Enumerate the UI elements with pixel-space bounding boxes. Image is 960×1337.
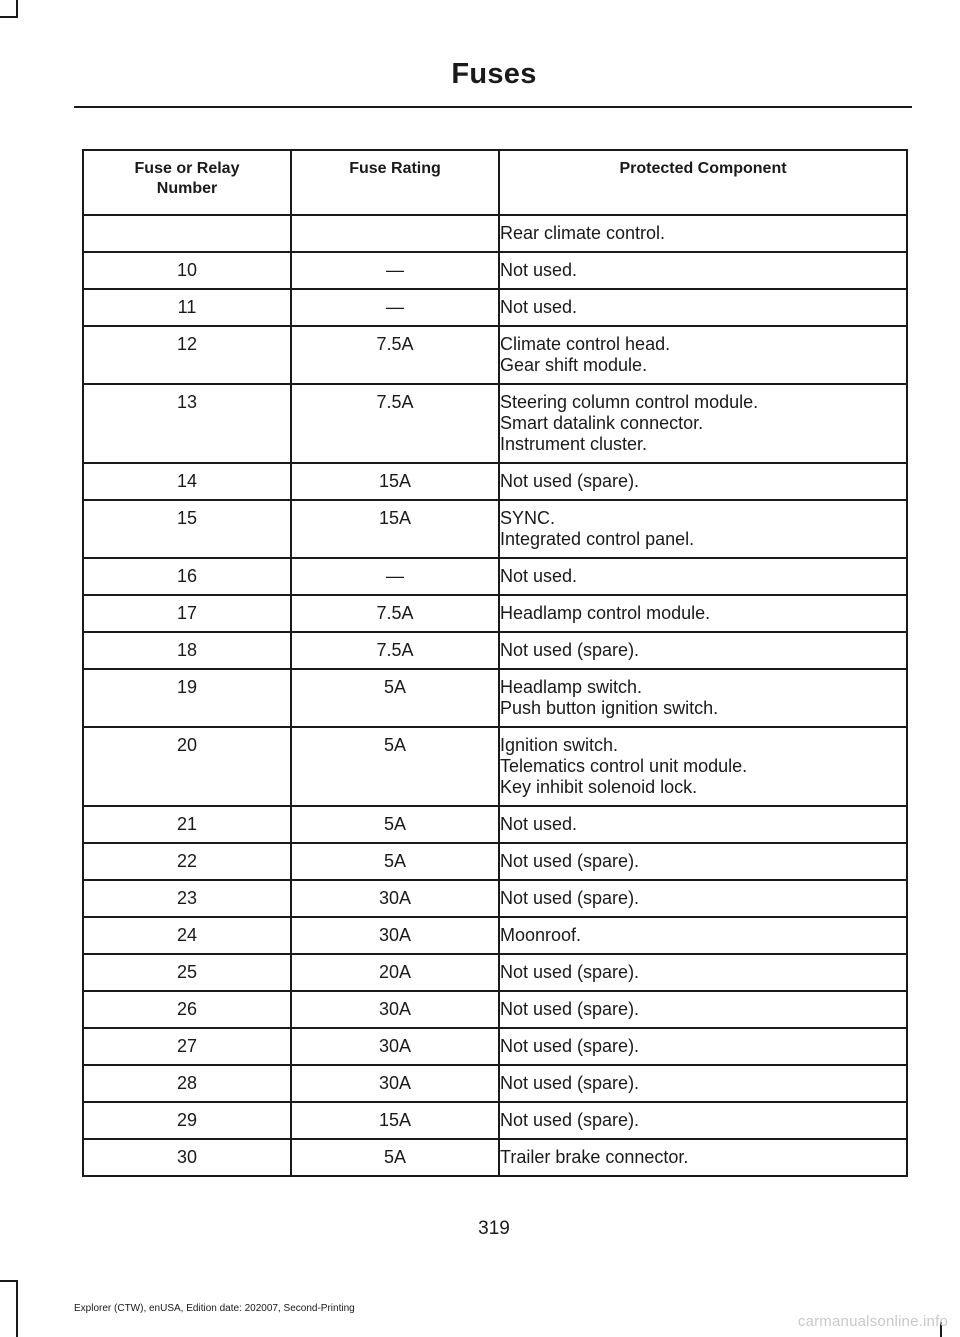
- table-row: [83, 1065, 907, 1102]
- page-number: 319: [478, 1218, 510, 1239]
- protected-component-cell: [499, 1139, 907, 1176]
- fuse-rating-cell: 5A: [291, 727, 499, 806]
- fuse-number-cell: 11: [83, 289, 291, 326]
- protected-component-line: Not used (spare).: [500, 962, 640, 982]
- protected-component-line: Not used (spare).: [500, 1073, 640, 1093]
- fuse-number-cell: 22: [83, 843, 291, 880]
- protected-component-line: Not used.: [500, 297, 578, 317]
- fuse-number-cell: 12: [83, 326, 291, 384]
- fuse-number-cell: 30: [83, 1139, 291, 1176]
- protected-component-line: Not used (spare).: [500, 999, 640, 1019]
- protected-component-line: Not used (spare).: [500, 888, 640, 908]
- table-row: [83, 806, 907, 843]
- fuse-number-cell: 15: [83, 500, 291, 558]
- fuse-rating-cell: 5A: [291, 806, 499, 843]
- protected-component-cell: [499, 326, 907, 384]
- protected-component-line: Instrument cluster.: [500, 434, 648, 454]
- protected-component-cell: [499, 806, 907, 843]
- fuse-number-cell: 14: [83, 463, 291, 500]
- protected-component-line: Not used.: [500, 814, 578, 834]
- protected-component-cell: [499, 500, 907, 558]
- header-divider: [74, 106, 912, 108]
- table-row: [83, 880, 907, 917]
- table-row: [83, 500, 907, 558]
- fuse-number-cell: 28: [83, 1065, 291, 1102]
- fuse-number-cell: 29: [83, 1102, 291, 1139]
- fuse-rating-cell: 30A: [291, 917, 499, 954]
- crop-mark-bottom-left-vertical: [16, 1280, 18, 1337]
- protected-component-cell: [499, 1065, 907, 1102]
- protected-component-cell: [499, 880, 907, 917]
- table-header-row: [83, 150, 907, 215]
- page-title: Fuses: [451, 58, 537, 90]
- crop-mark-top-left-horizontal: [0, 16, 18, 18]
- fuse-number-cell: [83, 215, 291, 252]
- protected-component-line: Push button ignition switch.: [500, 698, 719, 718]
- table-row: [83, 326, 907, 384]
- protected-component-line: Trailer brake connector.: [500, 1147, 689, 1167]
- column-header-component: Protected Component: [499, 150, 907, 215]
- protected-component-line: Gear shift module.: [500, 355, 648, 375]
- table-row: [83, 917, 907, 954]
- protected-component-line: Not used (spare).: [500, 851, 640, 871]
- protected-component-line: Moonroof.: [500, 925, 582, 945]
- fuse-number-cell: 24: [83, 917, 291, 954]
- table-row: [83, 669, 907, 727]
- table-row: [83, 991, 907, 1028]
- protected-component-cell: [499, 215, 907, 252]
- edition-footer: Explorer (CTW), enUSA, Edition date: 202007, Second-Printing: [74, 1303, 355, 1314]
- protected-component-line: Rear climate control.: [500, 223, 666, 243]
- fuse-rating-cell: 30A: [291, 991, 499, 1028]
- protected-component-line: Not used.: [500, 566, 578, 586]
- fuse-rating-cell: 7.5A: [291, 384, 499, 463]
- table-row: [83, 843, 907, 880]
- protected-component-cell: [499, 1102, 907, 1139]
- table-row: [83, 954, 907, 991]
- table-row: [83, 1102, 907, 1139]
- protected-component-line: Climate control head.: [500, 334, 671, 354]
- fuse-rating-cell: 20A: [291, 954, 499, 991]
- protected-component-line: Not used (spare).: [500, 471, 640, 491]
- table-row: [83, 384, 907, 463]
- fuse-number-cell: 23: [83, 880, 291, 917]
- fuse-rating-cell: 15A: [291, 463, 499, 500]
- fuse-rating-cell: 30A: [291, 1065, 499, 1102]
- fuse-rating-cell: 5A: [291, 843, 499, 880]
- crop-mark-bottom-left-horizontal: [0, 1280, 18, 1282]
- fuse-number-cell: 26: [83, 991, 291, 1028]
- fuse-rating-cell: —: [291, 252, 499, 289]
- table-row: [83, 463, 907, 500]
- protected-component-line: Telematics control unit module.: [500, 756, 748, 776]
- fuse-rating-cell: 30A: [291, 880, 499, 917]
- table-row: [83, 558, 907, 595]
- table-row: [83, 1139, 907, 1176]
- protected-component-cell: [499, 917, 907, 954]
- fuse-rating-cell: 15A: [291, 500, 499, 558]
- fuse-number-cell: 10: [83, 252, 291, 289]
- fuse-number-cell: 25: [83, 954, 291, 991]
- fuse-rating-cell: 5A: [291, 1139, 499, 1176]
- protected-component-cell: [499, 991, 907, 1028]
- fuse-rating-cell: 7.5A: [291, 326, 499, 384]
- protected-component-cell: [499, 843, 907, 880]
- protected-component-line: SYNC.: [500, 508, 556, 528]
- fuse-number-cell: 21: [83, 806, 291, 843]
- protected-component-cell: [499, 1028, 907, 1065]
- fuse-rating-cell: 7.5A: [291, 632, 499, 669]
- fuse-rating-cell: —: [291, 289, 499, 326]
- fuse-table: [82, 149, 908, 1177]
- fuse-rating-cell: —: [291, 558, 499, 595]
- protected-component-line: Not used (spare).: [500, 640, 640, 660]
- table-row: [83, 289, 907, 326]
- fuse-table-body: [83, 215, 907, 1176]
- fuse-number-cell: 13: [83, 384, 291, 463]
- fuse-number-cell: 16: [83, 558, 291, 595]
- fuse-number-cell: 19: [83, 669, 291, 727]
- table-row: [83, 252, 907, 289]
- fuse-rating-cell: 7.5A: [291, 595, 499, 632]
- fuse-number-cell: 20: [83, 727, 291, 806]
- protected-component-cell: [499, 384, 907, 463]
- protected-component-line: Not used (spare).: [500, 1110, 640, 1130]
- table-row: [83, 595, 907, 632]
- protected-component-line: Ignition switch.: [500, 735, 619, 755]
- watermark: carmanualsonline.info: [797, 1313, 948, 1330]
- fuse-rating-cell: [291, 215, 499, 252]
- fuse-number-cell: 18: [83, 632, 291, 669]
- protected-component-cell: [499, 289, 907, 326]
- protected-component-line: Steering column control module.: [500, 392, 759, 412]
- table-row: [83, 1028, 907, 1065]
- crop-mark-top-left-vertical: [16, 0, 18, 16]
- protected-component-cell: [499, 463, 907, 500]
- protected-component-cell: [499, 669, 907, 727]
- protected-component-cell: [499, 727, 907, 806]
- protected-component-cell: [499, 954, 907, 991]
- fuse-rating-cell: 5A: [291, 669, 499, 727]
- table-row: [83, 632, 907, 669]
- table-row: [83, 215, 907, 252]
- column-header-number-label: Fuse or Relay Number: [134, 160, 240, 197]
- fuse-rating-cell: 30A: [291, 1028, 499, 1065]
- protected-component-cell: [499, 252, 907, 289]
- protected-component-cell: [499, 558, 907, 595]
- protected-component-cell: [499, 595, 907, 632]
- column-header-number: [83, 150, 291, 215]
- protected-component-line: Headlamp switch.: [500, 677, 643, 697]
- fuse-rating-cell: 15A: [291, 1102, 499, 1139]
- protected-component-cell: [499, 632, 907, 669]
- protected-component-line: Not used.: [500, 260, 578, 280]
- protected-component-line: Key inhibit solenoid lock.: [500, 777, 698, 797]
- fuse-number-cell: 17: [83, 595, 291, 632]
- protected-component-line: Not used (spare).: [500, 1036, 640, 1056]
- protected-component-line: Integrated control panel.: [500, 529, 695, 549]
- protected-component-line: Headlamp control module.: [500, 603, 711, 623]
- fuse-number-cell: 27: [83, 1028, 291, 1065]
- column-header-rating: Fuse Rating: [291, 150, 499, 215]
- table-row: [83, 727, 907, 806]
- protected-component-line: Smart datalink connector.: [500, 413, 704, 433]
